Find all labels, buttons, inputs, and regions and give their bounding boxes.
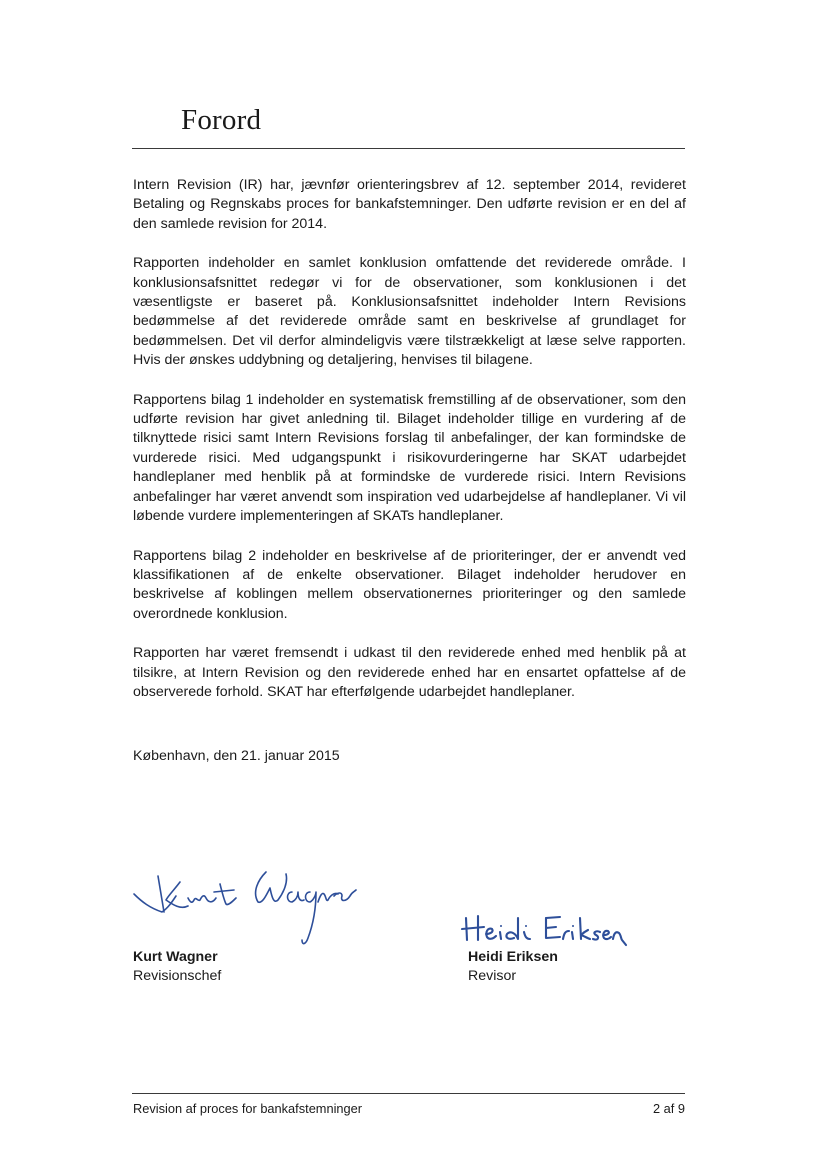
signatory-role: Revisor [468, 968, 517, 984]
page-number: 2 af 9 [652, 1101, 685, 1116]
place-date: København, den 21. januar 2015 [133, 748, 340, 764]
paragraph-intro: Intern Revision (IR) har, jævnfør orienteringsbrev af 12. september 2014, revideret Betaling og Regnskabs proces for bankafstemninger. Den udførte revision er en del af den samlede revision for 2014. [133, 177, 686, 232]
signature-kurt-wagner [128, 862, 368, 957]
signatory-role: Revisionschef [133, 968, 222, 984]
paragraph-conclusion: Rapporten indeholder en samlet konklusion omfattende det reviderede område. I konklusionsafsnittet redegør vi for de observationer, som konklusionen i det væsentligste er baseret på. Konklusionsafsnittet indeholder Intern Revisions bedømmelse af det reviderede område samt en beskrivelse af grundlaget for bedømmelsen. Det vil derfor almindeligvis være tilstrækkeligt at læse selve rapporten. Hvis der ønskes uddybning og detaljering, henvises til bilagene. [133, 255, 686, 369]
signatory-name: Kurt Wagner [133, 949, 218, 965]
title-divider [132, 148, 685, 149]
signature-heidi-eriksen [460, 912, 630, 952]
page-title: Forord [181, 104, 262, 136]
signatory-name: Heidi Eriksen [468, 949, 558, 965]
signatory-heidi-eriksen [468, 948, 558, 986]
signatory-kurt-wagner [133, 948, 221, 986]
paragraph-appendix-2: Rapportens bilag 2 indeholder en beskrivelse af de prioriteringer, der er anvendt ved klassifikationen af de enkelte observationer. Bilaget indeholder herudover en beskrivelse af koblingen mellem observationernes prioriteringer og den samlede overordnede konklusion. [133, 547, 686, 622]
footer-title: Revision af proces for bankafstemninger [133, 1101, 363, 1116]
footer-divider [132, 1093, 685, 1094]
paragraph-appendix-1: Rapportens bilag 1 indeholder en systematisk fremstilling af de observationer, som den udførte revision har givet anledning til. Bilaget indeholder tillige en vurdering af de tilknyttede risici samt Intern Revisions forslag til anbefalinger, der kan formindske de vurderede risici. Med udgangspunkt i risikovurderingerne har SKAT udarbejdet handleplaner med henblik på at formindske de vurderede risici. Intern Revisions anbefalinger har været anvendt som inspiration ved udarbejdelse af handleplaner. Vi vil løbende vurdere implementeringen af SKATs handleplaner. [133, 391, 686, 525]
body-text [133, 176, 686, 722]
paragraph-draft: Rapporten har været fremsendt i udkast til den reviderede enhed med henblik på at tilsikre, at Intern Revision og den reviderede enhed har en ensartet opfattelse af de observerede forhold. SKAT har efterfølgende udarbejdet handleplaner. [133, 645, 686, 700]
